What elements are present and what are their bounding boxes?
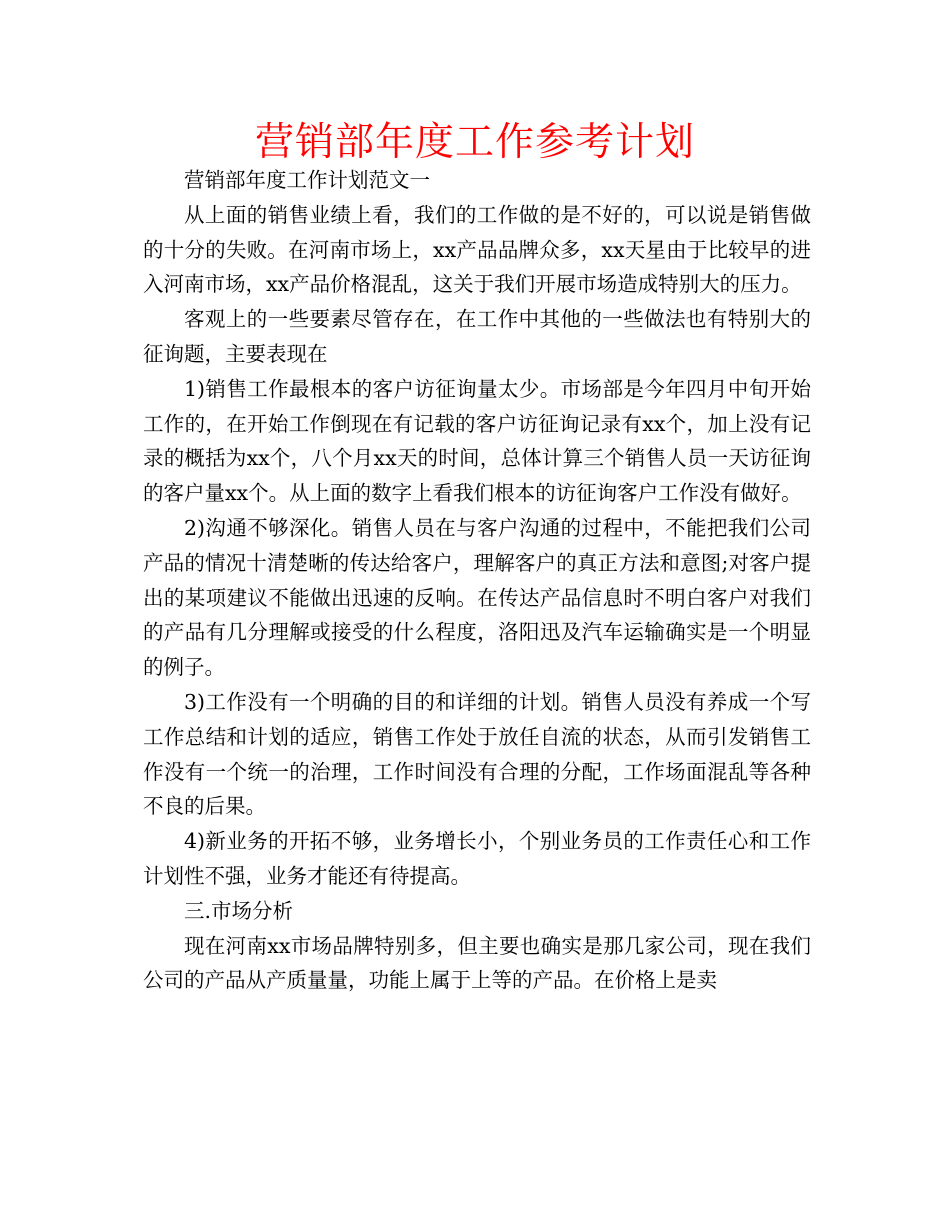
paragraph-problem-1: 1)销售工作最根本的客户访征询量太少。市场部是今年四月中旬开始工作的，在开始工作倒现在有记载的客户访征询记录有xx个，加上没有记录的概括为xx个，八个月xx天的时间，总体计算三个销售人员一天访征询的客户量xx个。从上面的数字上看我们根本的访征询客户工作没有做好。	[143, 376, 811, 506]
document-body	[143, 163, 811, 998]
section-heading-market-analysis: 三.市场分析	[184, 898, 294, 923]
paragraph-main-problems: 客观上的一些要素尽管存在，在工作中其他的一些做法也有特别大的征询题，主要表现在	[143, 307, 811, 366]
paragraph-market-analysis: 现在河南xx市场品牌特别多，但主要也确实是那几家公司，现在我们公司的产品从产质量量，功能上属于上等的产品。在价格上是卖	[143, 933, 811, 993]
section-subtitle: 营销部年度工作计划范文一	[184, 168, 430, 192]
paragraph-sales-performance: 从上面的销售业绩上看，我们的工作做的是不好的，可以说是销售做的十分的失败。在河南市场上，xx产品品牌众多，xx天星由于比较早的进入河南市场，xx产品价格混乱，这关于我们开展市场造成特别大的压力。	[143, 202, 811, 297]
document-title: 营销部年度工作参考计划	[254, 120, 695, 165]
paragraph-problem-2: 2)沟通不够深化。销售人员在与客户沟通的过程中，不能把我们公司产品的情况十清楚晰的传达给客户，理解客户的真正方法和意图;对客户提出的某项建议不能做出迅速的反响。在传达产品信息时不明白客户对我们的产品有几分理解或接受的什么程度，洛阳迅及汽车运输确实是一个明显的例子。	[143, 515, 811, 680]
paragraph-problem-4: 4)新业务的开拓不够，业务增长小，个别业务员的工作责任心和工作计划性不强，业务才能还有待提高。	[143, 829, 811, 888]
paragraph-problem-3: 3)工作没有一个明确的目的和详细的计划。销售人员没有养成一个写工作总结和计划的适应，销售工作处于放任自流的状态，从而引发销售工作没有一个统一的治理，工作时间没有合理的分配，工作场面混乱等各种不良的后果。	[143, 689, 811, 819]
